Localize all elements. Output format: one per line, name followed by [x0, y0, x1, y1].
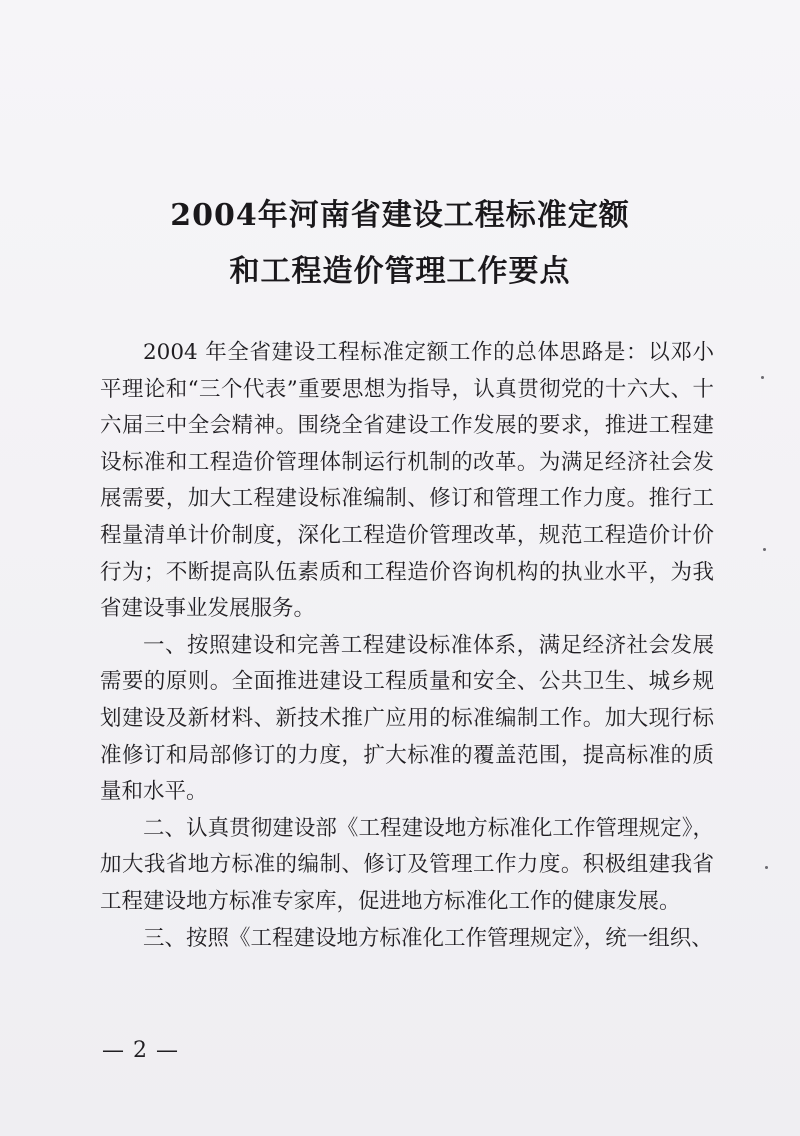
scan-speck [765, 866, 768, 869]
scan-speck [763, 548, 766, 551]
scan-speck [761, 376, 764, 379]
document-title-line-2: 和工程造价管理工作要点 [229, 254, 571, 289]
paragraph-item-3: 三、按照《工程建设地方标准化工作管理规定》，统一组织、 [143, 925, 713, 951]
document-body [100, 335, 714, 957]
paragraph-item-1: 一、按照建设和完善工程建设标准体系，满足经济社会发展需要的原则。全面推进建设工程质量和安全、公共卫生、城乡规划建设及新材料、新技术推广应用的标准编制工作。加大现行标准修订和局部修订的力度，扩大标准的覆盖范围，提高标准的质量和水平。 [100, 632, 714, 805]
paragraph-item-2: 二、认真贯彻建设部《工程建设地方标准化工作管理规定》，加大我省地方标准的编制、修订及管理工作力度。积极组建我省工程建设地方标准专家库，促进地方标准化工作的健康发展。 [100, 815, 714, 914]
paragraph-overview: 2004 年全省建设工程标准定额工作的总体思路是：以邓小平理论和“三个代表”重要思想为指导，认真贯彻党的十六大、十六届三中全会精神。围绕全省建设工作发展的要求，推进工程建设标准和工程造价管理体制运行机制的改革。为满足经济社会发展需要，加大工程建设标准编制、修订和管理工作力度。推行工程量清单计价制度，深化工程造价管理改革，规范工程造价计价行为；不断提高队伍素质和工程造价咨询机构的执业水平，为我省建设事业发展服务。 [100, 340, 714, 622]
page-number: — 2 — [102, 1038, 179, 1063]
document-title-line-1: 2004年河南省建设工程标准定额 [170, 198, 630, 233]
